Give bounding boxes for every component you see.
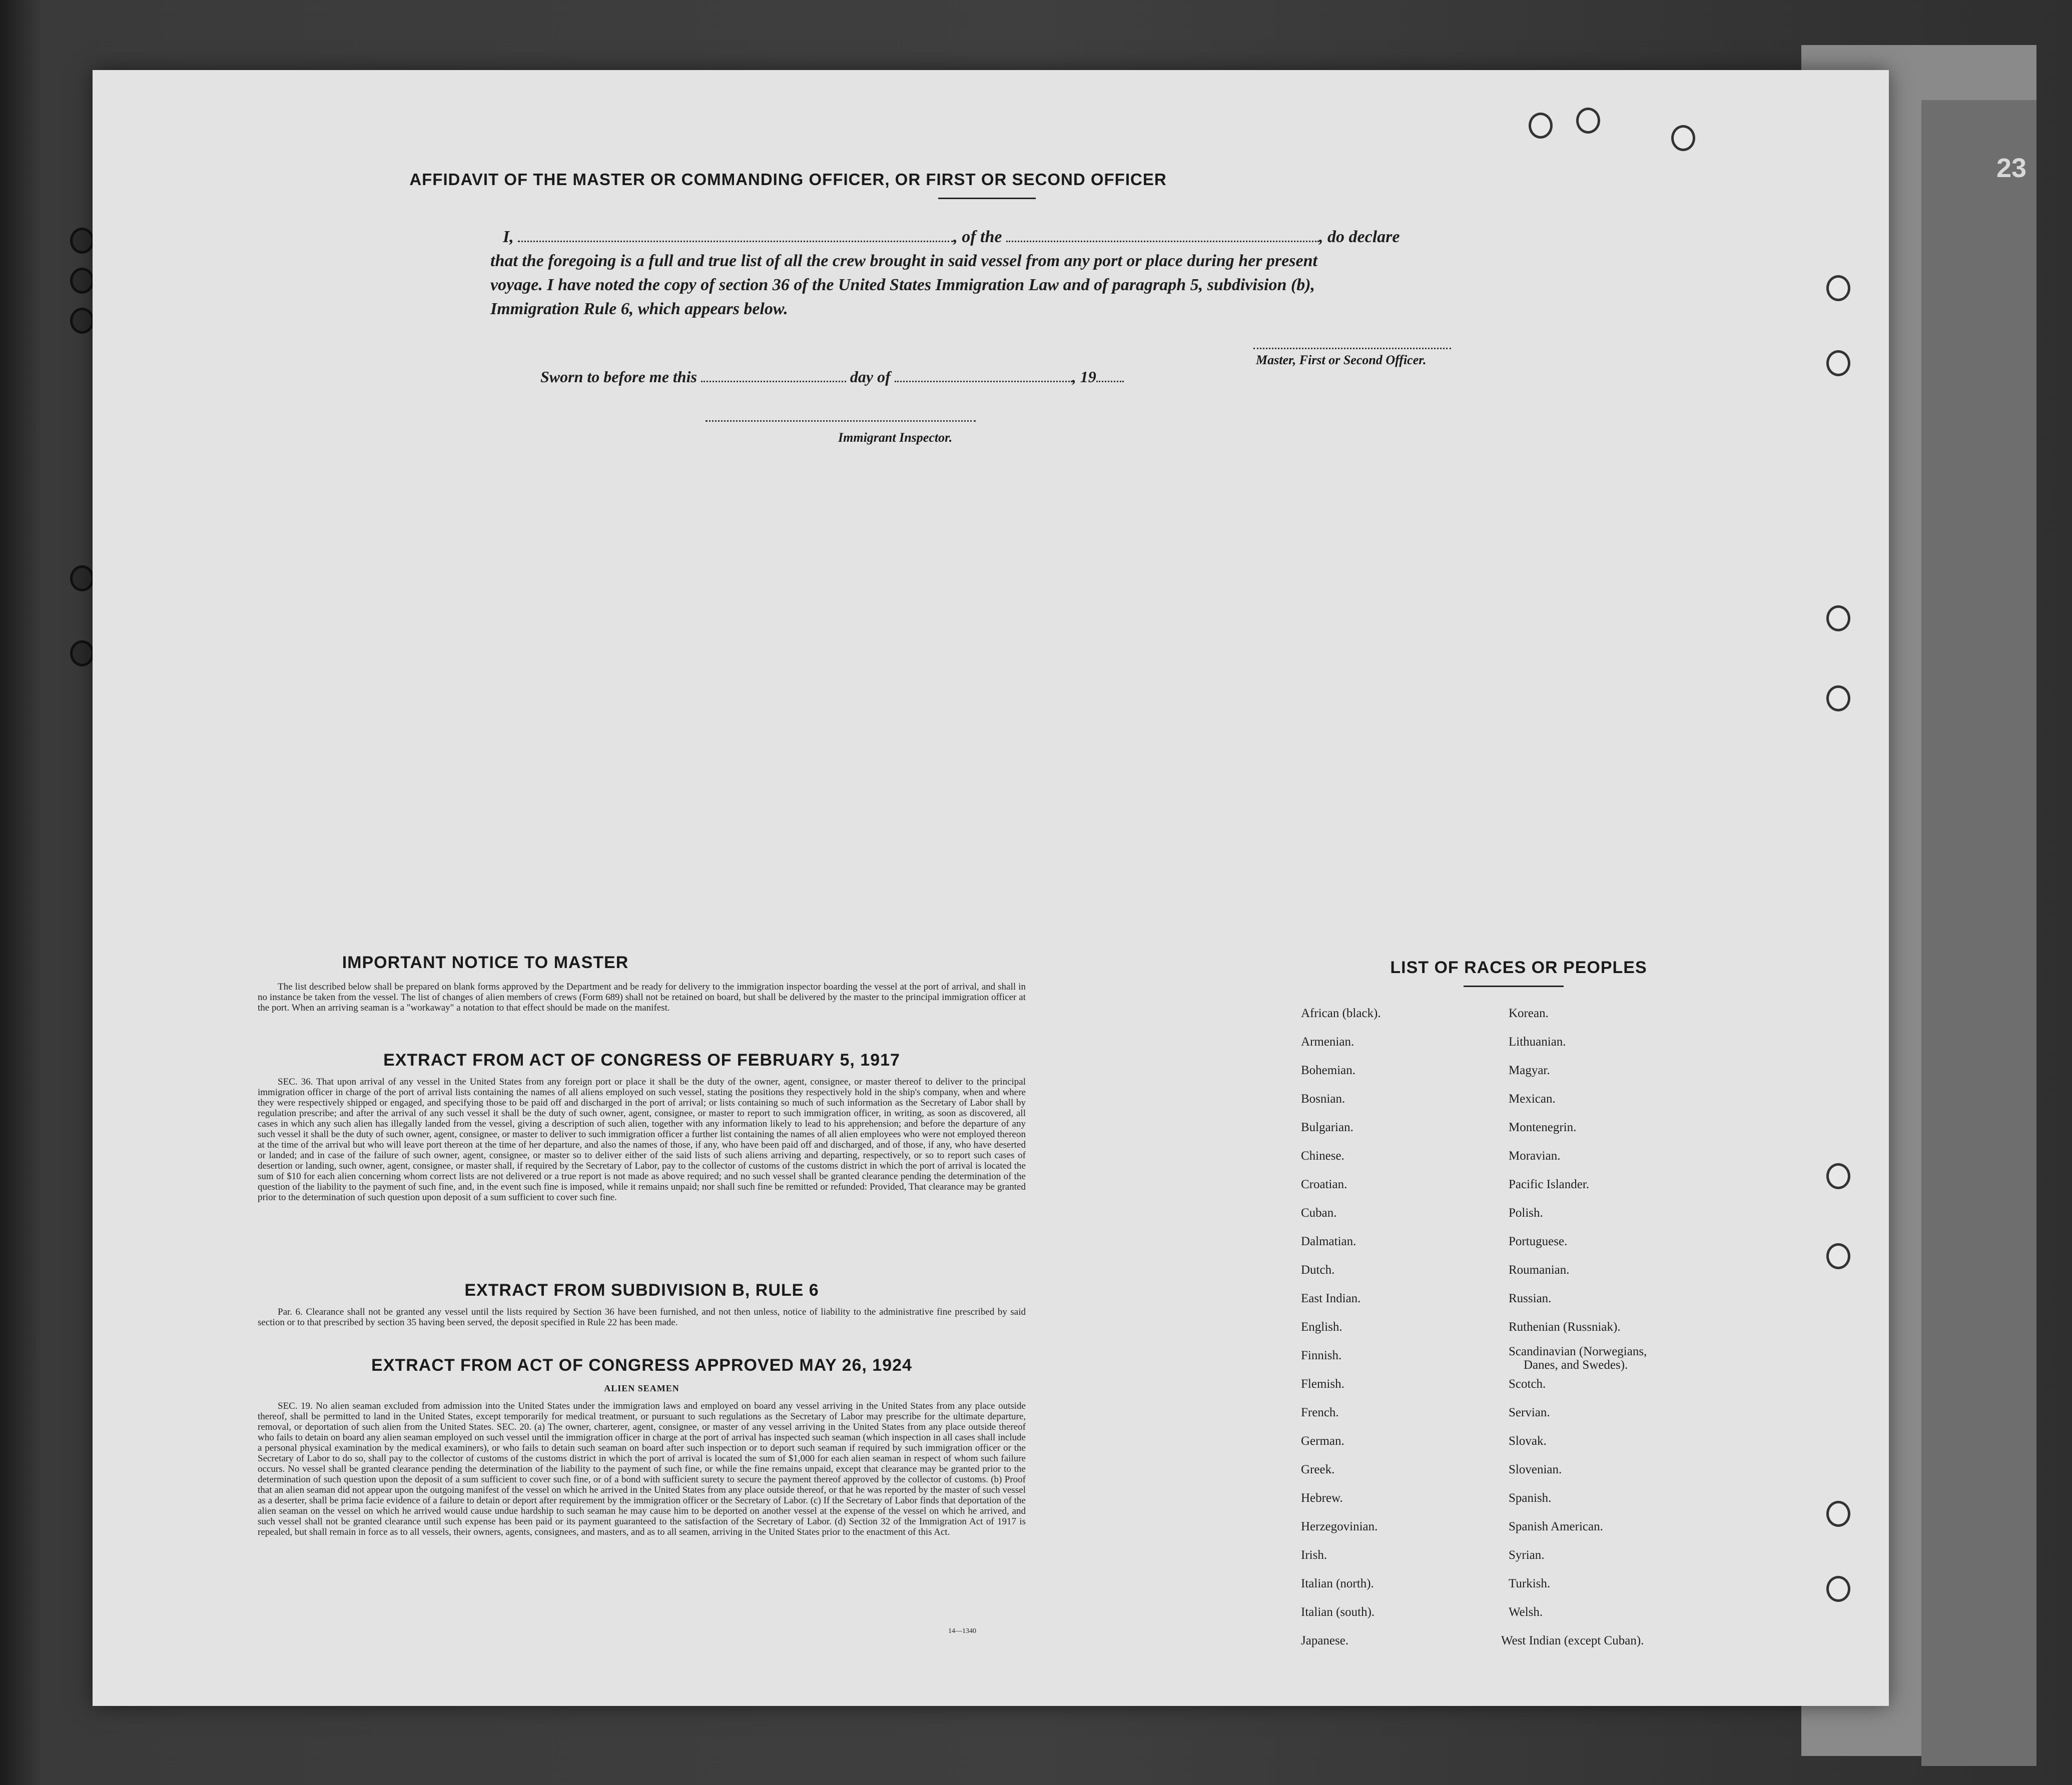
extract-1924-body: SEC. 19. No alien seaman excluded from admission into the United States under the immigration laws and employed on board any vessel arriving in the United States from any place outside thereof, shall be permitted to land in the United States, except temporarily for medical treatment, or pursuant to such regulations as the Secretary of Labor may prescribe for the ultimate departure, removal, or deportation of such alien from the United States. SEC. 20. (a) The owner, charterer, agent, consignee, or master of any vessel arriving in the United States from any place outside thereof who fails to detain on board any alien seaman employed on such vessel until the immigration officer in charge at the port of arrival has inspected such seaman (which inspection in all cases shall include a personal physical examination by the medical examiners), or who fails to detain such seaman on board after such inspection or to deport such seaman if required by such immigration officer or the Secretary of Labor to do so, shall pay to the collector of customs of the customs district in which the port of arrival is located the sum of $1,000 for each alien seaman in respect of whom such failure occurs. No vessel shall be granted clearance pending the determination of the liability to the payment of such fine, or while the fine remains unpaid, except that clearance may be granted prior to the determination of such question upon the deposit of a sum sufficient to cover such fine, or of a bond with sufficient surety to secure the payment thereof approved by the collector of customs. (b) Proof that an alien seaman did not appear upon the outgoing manifest of the vessel on which he arrived in the United States from any place outside thereof, or that he was reported by the master of such vessel as a deserter, shall be prima facie evidence of a failure to detain or deport after requirement by the immigration officer or the Secretary of Labor. (c) If the Secretary of Labor finds that deportation of the alien seaman on the vessel on which he arrived would cause undue hardship to such seaman he may cause him to be deported on another vessel at the expense of the vessel on which he arrived, and such vessel shall not be granted clearance until such expense has been paid or its payment guaranteed to the satisfaction of the Secretary of Labor. (d) Section 32 of the Immigration Act of 1917 is repealed, but shall remain in force as to all vessels, their owners, agents, consignees, and masters, and as to all seamen, arriving in the United States prior to the enactment of this Act. [258, 1401, 1026, 1537]
binding-hole [70, 228, 94, 254]
race-item: Bohemian. [1301, 1064, 1356, 1077]
form-code: 14—1340 [948, 1627, 976, 1635]
affidavit-line-3: voyage. I have noted the copy of section 36 of the United States Immigration Law and of paragraph 5, subdivision (b), [490, 276, 1315, 294]
sworn-label: Sworn to before me this [540, 368, 697, 386]
punch-hole [1826, 1576, 1850, 1602]
affidavit-line-1 [503, 228, 1400, 247]
binding-hole [70, 640, 94, 666]
sworn-day-blank[interactable] [701, 381, 846, 382]
race-item: Welsh. [1509, 1605, 1543, 1619]
race-item: Finnish. [1301, 1349, 1342, 1362]
affidavit-line-4: Immigration Rule 6, which appears below. [490, 300, 788, 318]
race-item: Syrian. [1509, 1548, 1545, 1562]
master-signature-label: Master, First or Second Officer. [1256, 353, 1427, 367]
inspector-signature-line[interactable] [706, 420, 976, 422]
punch-hole [1826, 1501, 1850, 1527]
notice-title: IMPORTANT NOTICE TO MASTER [342, 953, 629, 972]
sworn-line [540, 368, 1124, 386]
race-item: Croatian. [1301, 1178, 1347, 1191]
binding-hole [70, 308, 94, 334]
year-label: , 19 [1072, 368, 1096, 386]
declare-label: , do declare [1319, 228, 1400, 246]
race-item: Turkish. [1509, 1577, 1551, 1590]
extract-1924-title: EXTRACT FROM ACT OF CONGRESS APPROVED MAY 26, 1924 [371, 1356, 912, 1375]
race-item: Ruthenian (Russniak). [1509, 1320, 1621, 1334]
alien-seamen-subtitle: ALIEN SEAMEN [604, 1383, 679, 1393]
race-item: Magyar. [1509, 1064, 1550, 1077]
race-item: Danes, and Swedes). [1524, 1358, 1628, 1372]
race-item: Polish. [1509, 1206, 1543, 1220]
race-item: Spanish American. [1509, 1520, 1603, 1533]
extract-rule6-title: EXTRACT FROM SUBDIVISION B, RULE 6 [464, 1281, 819, 1300]
page-number: 23 [1996, 153, 2027, 183]
race-item: Scandinavian (Norwegians, [1509, 1345, 1647, 1358]
race-item: French. [1301, 1406, 1339, 1419]
affidavit-line-2: that the foregoing is a full and true list of all the crew brought in said vessel from any port or place during her present [490, 252, 1317, 270]
punch-hole [1576, 108, 1600, 134]
day-of-label: day of [850, 368, 891, 386]
notice-body: The list described below shall be prepared on blank forms approved by the Department and be ready for delivery to the immigration inspector boarding the vessel at the port of arrival, and shall in no instance be taken from the vessel. The list of changes of alien members of crews (Form 689) shall not be retained on board, but shall be delivered by the master to the principal immigration officer at the port. When an arriving seaman is a "workaway" a notation to that effect should be made on the manifest. [258, 982, 1026, 1013]
sworn-year-blank[interactable] [1096, 381, 1124, 382]
race-item: Dutch. [1301, 1263, 1335, 1277]
race-item: Slovenian. [1509, 1463, 1562, 1476]
title-rule [938, 198, 1036, 199]
race-item: Japanese. [1301, 1634, 1349, 1647]
race-item: Servian. [1509, 1406, 1550, 1419]
binding-hole [70, 268, 94, 294]
race-item: Bulgarian. [1301, 1121, 1353, 1134]
race-item: Herzegovinian. [1301, 1520, 1378, 1533]
race-item: German. [1301, 1434, 1344, 1448]
vessel-name-blank[interactable] [1006, 241, 1319, 242]
declarant-name-blank[interactable] [518, 241, 953, 242]
race-item: Flemish. [1301, 1377, 1344, 1391]
race-item: Mexican. [1509, 1092, 1556, 1106]
inspector-signature-label: Immigrant Inspector. [838, 430, 953, 445]
race-item: Irish. [1301, 1548, 1327, 1562]
vessel-label: , of the [953, 228, 1002, 246]
race-item: East Indian. [1301, 1292, 1361, 1305]
race-item: Bosnian. [1301, 1092, 1345, 1106]
extract-rule6-body: Par. 6. Clearance shall not be granted any vessel until the lists required by Section 36 have been furnished, and not then unless, notice of liability to the administrative fine prescribed by said section or to that prescribed by section 35 having been served, the deposit specified in Rule 22 has been made. [258, 1307, 1026, 1328]
race-item: Montenegrin. [1509, 1121, 1577, 1134]
punch-hole [1826, 1163, 1850, 1189]
race-item: Moravian. [1509, 1149, 1561, 1163]
race-item: Pacific Islander. [1509, 1178, 1590, 1191]
punch-hole [1826, 685, 1850, 711]
race-item: African (black). [1301, 1007, 1381, 1020]
race-item: Italian (south). [1301, 1605, 1375, 1619]
race-item: Italian (north). [1301, 1577, 1374, 1590]
races-title-rule [1464, 986, 1564, 987]
sworn-month-blank[interactable] [895, 381, 1072, 382]
races-title: LIST OF RACES OR PEOPLES [1390, 958, 1647, 977]
extract-1917-body: SEC. 36. That upon arrival of any vessel in the United States from any foreign port or place it shall be the duty of the owner, agent, consignee, or master thereof to deliver to the principal immigration officer in charge of the port of arrival lists containing the names of all aliens employed on such vessel, stating the positions they respectively hold in the ship's company, when and where they were respectively shipped or engaged, and specifying those to be paid off and discharged in the port of arrival; or lists containing so much of such information as the Secretary of Labor shall by regulation prescribe; and after the arrival of any such vessel it shall be the duty of such owner, agent, consignee, or master to report to such immigration officer, in writing, as soon as discovered, all cases in which any such alien has illegally landed from the vessel, giving a description of such alien, together with any information likely to lead to his apprehension; and before the departure of any such vessel it shall be the duty of such owner, agent, consignee, or master to deliver to such immigration officer a further list containing the names of all alien employees who were not employed thereon at the time of the arrival but who will leave port thereon at the time of her departure, and also the names of those, if any, who have been paid off and discharged, and of those, if any, who have deserted or landed; and in case of the failure of such owner, agent, consignee, or master so to deliver either of the said lists of such aliens arriving and departing, respectively, or so to report such cases of desertion or landing, such owner, agent, consignee, or master shall, if required by the Secretary of Labor, pay to the collector of customs of the customs district in which the port of arrival is located the sum of $10 for each alien concerning whom correct lists are not delivered or a true report is not made as above required; and no such vessel shall be granted clearance pending the determination of the question of the liability to the payment of such fine, and, in the event such fine is imposed, while it remains unpaid; nor shall such fine be remitted or refunded: Provided, That clearance may be granted prior to the determination of such question upon deposit of a sum sufficient to cover such fine. [258, 1077, 1026, 1203]
race-item: English. [1301, 1320, 1342, 1334]
punch-hole [1826, 605, 1850, 631]
declarant-label: I, [503, 228, 514, 246]
race-item: Korean. [1509, 1007, 1549, 1020]
race-item: Portuguese. [1509, 1235, 1568, 1248]
extract-1917-title: EXTRACT FROM ACT OF CONGRESS OF FEBRUARY 5, 1917 [383, 1051, 900, 1070]
form-page [93, 70, 1889, 1706]
race-item: Dalmatian. [1301, 1235, 1356, 1248]
race-item: Cuban. [1301, 1206, 1337, 1220]
punch-hole [1671, 125, 1695, 151]
master-signature-line[interactable] [1253, 348, 1451, 349]
race-item: West Indian (except Cuban). [1501, 1634, 1644, 1647]
affidavit-title: AFFIDAVIT OF THE MASTER OR COMMANDING OFFICER, OR FIRST OR SECOND OFFICER [409, 170, 1167, 189]
race-item: Spanish. [1509, 1491, 1552, 1505]
binding-hole [70, 565, 94, 591]
race-item: Slovak. [1509, 1434, 1547, 1448]
race-item: Lithuanian. [1509, 1035, 1566, 1049]
race-item: Armenian. [1301, 1035, 1354, 1049]
back-sheet-shadow [1921, 100, 2036, 1766]
race-item: Greek. [1301, 1463, 1335, 1476]
race-item: Chinese. [1301, 1149, 1344, 1163]
race-item: Hebrew. [1301, 1491, 1343, 1505]
punch-hole [1826, 1243, 1850, 1269]
race-item: Roumanian. [1509, 1263, 1570, 1277]
punch-hole [1529, 113, 1553, 139]
race-item: Russian. [1509, 1292, 1552, 1305]
race-item: Scotch. [1509, 1377, 1546, 1391]
punch-hole [1826, 350, 1850, 376]
punch-hole [1826, 275, 1850, 301]
